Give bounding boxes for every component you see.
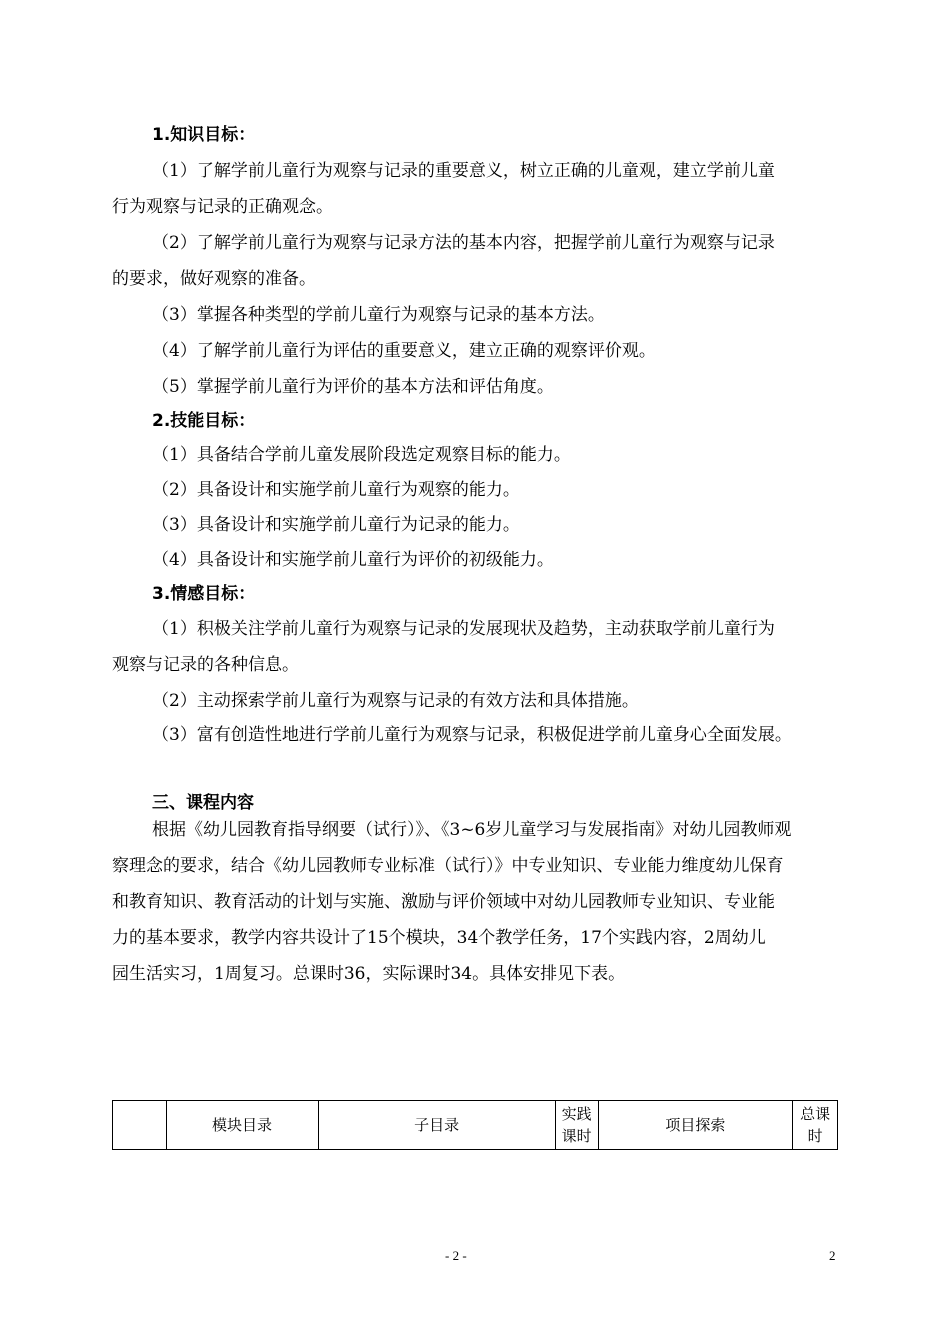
table-header-row: [113, 1101, 838, 1150]
footer-page-number-right: 2: [829, 1248, 836, 1263]
emotion-heading: 3.情感目标：: [152, 584, 256, 604]
skill-item-2: （2）具备设计和实施学前儿童行为观察的能力。: [152, 480, 520, 500]
table-header-project: 项目探索: [598, 1101, 793, 1150]
course-content-paragraph-line-4: 力的基本要求，教学内容共设计了15个模块，34个教学任务，17个实践内容，2周幼儿: [112, 928, 766, 948]
skill-heading: 2.技能目标：: [152, 411, 256, 431]
knowledge-item-1-line-1: （1）了解学前儿童行为观察与记录的重要意义，树立正确的儿童观，建立学前儿童: [152, 161, 775, 181]
course-content-heading: 三、课程内容: [152, 793, 254, 813]
table-header-module: 模块目录: [166, 1101, 318, 1150]
total-hours-label-line-2: 时: [807, 1127, 823, 1145]
skill-item-4: （4）具备设计和实施学前儿童行为评价的初级能力。: [152, 550, 554, 570]
course-content-paragraph-line-3: 和教育知识、教育活动的计划与实施、激励与评价领域中对幼儿园教师专业知识、专业能: [112, 892, 775, 912]
practice-hours-label-line-1: 实践: [561, 1105, 592, 1123]
emotion-item-1-line-2: 观察与记录的各种信息。: [112, 655, 299, 675]
knowledge-item-2-line-2: 的要求，做好观察的准备。: [112, 269, 316, 289]
knowledge-item-3: （3）掌握各种类型的学前儿童行为观察与记录的基本方法。: [152, 305, 605, 325]
table-header-blank: [113, 1101, 167, 1150]
table-header-sub-label: 子目录: [414, 1116, 460, 1134]
knowledge-item-5: （5）掌握学前儿童行为评价的基本方法和评估角度。: [152, 377, 554, 397]
practice-hours-label-line-2: 课时: [561, 1127, 592, 1145]
emotion-item-3: （3）富有创造性地进行学前儿童行为观察与记录，积极促进学前儿童身心全面发展。: [152, 725, 792, 745]
course-content-paragraph-line-5: 园生活实习，1周复习。总课时36，实际课时34。具体安排见下表。: [112, 964, 626, 984]
knowledge-heading: 1.知识目标：: [152, 125, 256, 145]
skill-item-1: （1）具备结合学前儿童发展阶段选定观察目标的能力。: [152, 445, 571, 465]
skill-item-3: （3）具备设计和实施学前儿童行为记录的能力。: [152, 515, 520, 535]
emotion-item-1-line-1: （1）积极关注学前儿童行为观察与记录的发展现状及趋势，主动获取学前儿童行为: [152, 619, 775, 639]
table-header-practice-hours: [555, 1101, 598, 1150]
total-hours-label-line-1: 总课: [800, 1105, 831, 1123]
knowledge-item-1-line-2: 行为观察与记录的正确观念。: [112, 197, 333, 217]
table-header-subdirectory: [318, 1101, 555, 1150]
knowledge-item-4: （4）了解学前儿童行为评估的重要意义，建立正确的观察评价观。: [152, 341, 656, 361]
knowledge-item-2-line-1: （2）了解学前儿童行为观察与记录方法的基本内容，把握学前儿童行为观察与记录: [152, 233, 775, 253]
course-schedule-table: [112, 1100, 838, 1150]
course-content-paragraph-line-2: 察理念的要求，结合《幼儿园教师专业标准（试行）》中专业知识、专业能力维度幼儿保育: [112, 856, 784, 876]
emotion-item-2: （2）主动探索学前儿童行为观察与记录的有效方法和具体措施。: [152, 691, 639, 711]
course-content-paragraph-line-1: 根据《幼儿园教育指导纲要（试行）》、《3~6岁儿童学习与发展指南》对幼儿园教师观: [152, 820, 792, 840]
table-header-total-hours: [793, 1101, 838, 1150]
footer-page-number-center: - 2 -: [445, 1248, 467, 1263]
